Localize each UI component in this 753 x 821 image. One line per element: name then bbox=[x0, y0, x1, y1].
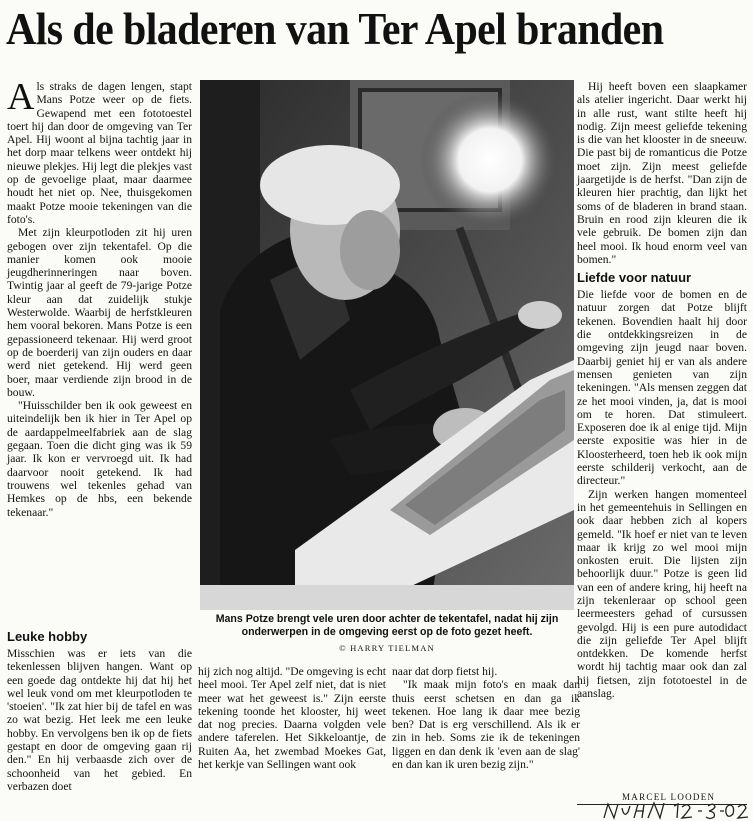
paragraph: naar dat dorp fietst hij. bbox=[392, 665, 498, 678]
paragraph: Zijn werken hangen momenteel in het gemeentehuis in Sellingen en ook daar hebben zich al kopers gemeld. "Ik hoef er niet van te leven maar ik krijg zo wel mooi mijn onkosten eruit. Die lijsten zijn behoorlijk duur." Potze is geen lid van een of andere kring, hij heeft na zijn tekenleraar op school geen leermeesters gehad of cursussen gevolgd. Hij is een pure autodidact die zijn geliefde Ter Apel blijft ontdekken. De komende herfst wordt hij tachtig maar ook dan zal hij fietsen, zijn fototoestel in de aanslag. bbox=[577, 487, 747, 701]
paragraph: "Ik maak mijn foto's en maak dan thuis eerst schetsen en dan ga ik tekenen. Hoe lang ik daar mee bezig ben? Dat is erg verschillend. Als ik er zin in heb. Soms zie ik de tekeningen liggen en dan denk ik 'even aan de slag' en dan kan ik uren bezig zijn." bbox=[392, 678, 580, 772]
column-1-lower bbox=[7, 625, 192, 793]
paragraph: Die liefde voor de bomen en de natuur zorgen dat Potze blijft tekenen. Bovendien haalt hij door die ontdekkingsreizen in de omgeving zijn jeugd naar boven. Daarbij geniet hij er van als andere mensen genieten van zijn tekeningen. "Als mensen zeggen dat ze het mooi vinden, ja, dat is mooi om te horen. Dat stimuleert. Exposeren doe ik al enige tijd. Mijn eerste expositie was hier in de Kloosterheerd, toen heb ik ook mijn eerste schilderij verkocht, aan de directeur." bbox=[577, 288, 747, 488]
byline: MARCEL LOODEN bbox=[622, 792, 716, 802]
subheading-leuke-hobby: Leuke hobby bbox=[7, 629, 88, 644]
article-photo bbox=[200, 80, 574, 610]
handwritten-date-note bbox=[602, 800, 750, 821]
photo-illustration bbox=[200, 80, 574, 610]
subheading-liefde-voor-natuur: Liefde voor natuur bbox=[577, 270, 692, 286]
headline: Als de bladeren van Ter Apel branden bbox=[6, 4, 664, 54]
paragraph: Met zijn kleurpotloden zit hij uren gebogen over zijn tekentafel. Op die manier komen ook mooie jeugdherinneringen naar boven. Twintig jaar al geeft de 79-jarige Potze kleur aan dat zuidelijk stukje Westerwolde. Waarbij de herfstkleuren hem vooral bekoren. Mans Potze is een gepassioneerd tekenaar. Hij werd groot op de boerderij van zijn ouders en daar werd niet getekend. Hij werd geen boer, maar verdiende zijn brood in de bouw. bbox=[7, 226, 192, 399]
column-1 bbox=[7, 76, 192, 519]
paragraph: hij zich nog altijd. "De omgeving is echt heel mooi. Ter Apel zelf niet, dat is niet meer wat het geweest is." Zijn eerste tekening toonde het klooster, hij weet dat nog precies. Daarna volgden vele andere taferelen. Het Sikkeloantje, de Ruiten Aa, het zwembad Moekes Gat, het kerkje van Sellingen want ook bbox=[198, 665, 386, 772]
column-4 bbox=[577, 80, 747, 700]
column-3 bbox=[392, 665, 580, 771]
drop-cap: A bbox=[7, 76, 35, 118]
photo-caption: Mans Potze brengt vele uren door achter de tekentafel, nadat hij zijn onderwerpen in de omgeving eerst op de foto gezet heeft. bbox=[215, 613, 559, 638]
column-2 bbox=[198, 665, 386, 771]
paragraph: Hij heeft boven een slaapkamer als atelier ingericht. Daar werkt hij in alle rust, want stilte heeft hij nodig. Zijn meest geliefde tekening is die van het klooster in de sneeuw. Die past bij de romanticus die Potze moet zijn. Zijn meest geliefde jaargetijde is de herfst. "Dan zijn de kleuren hier prachtig, dan lijkt het soms of de bladeren in brand staan. Bruin en rood zijn kleuren die ik vele gebruik. De bomen zijn dan heel mooi. Ik houd enorm veel van bomen." bbox=[577, 80, 747, 266]
lead-paragraph: Als straks de dagen lengen, stapt Mans Potze weer op de fiets. Gewapend met een fototoestel toert hij dan door de omgeving van Ter Apel. Hij woont al bijna tachtig jaar in het dorp maar telkens weer ontdekt hij nieuwe plekjes. Hij legt die plekjes vast op de gevoelige plaat, maar daarmee houdt het niet op. Nee, thuisgekomen maakt Potze mooie tekeningen van die foto's. bbox=[7, 76, 192, 226]
paragraph: "Huisschilder ben ik ook geweest en uiteindelijk ben ik hier in Ter Apel op de aardappelmeelfabriek aan de slag gegaan. Toen die dicht ging was ik 59 jaar. Ik kon er vervroegd uit. Ik had daarvoor nooit getekend. Ik had trouwens wel tekenles gehad van Hemkes op de hbs, een bekende tekenaar." bbox=[7, 399, 192, 519]
photo-credit: © HARRY TIELMAN bbox=[339, 643, 435, 653]
paragraph: Misschien was er iets van die tekenlessen blijven hangen. Want op een goede dag ontdekte hij dat hij het wel leuk vond om met kleurpotloden te 'stoeien'. "Ik zat hier bij de tafel en was zo wat bezig. Het leek me een leuke hobby. En vervolgens ben ik op de fiets gestapt en door de omgeving gaan rij den." En hij verbaasde zich over de schoonheid van het gebied. En verbazen doet bbox=[7, 647, 192, 793]
